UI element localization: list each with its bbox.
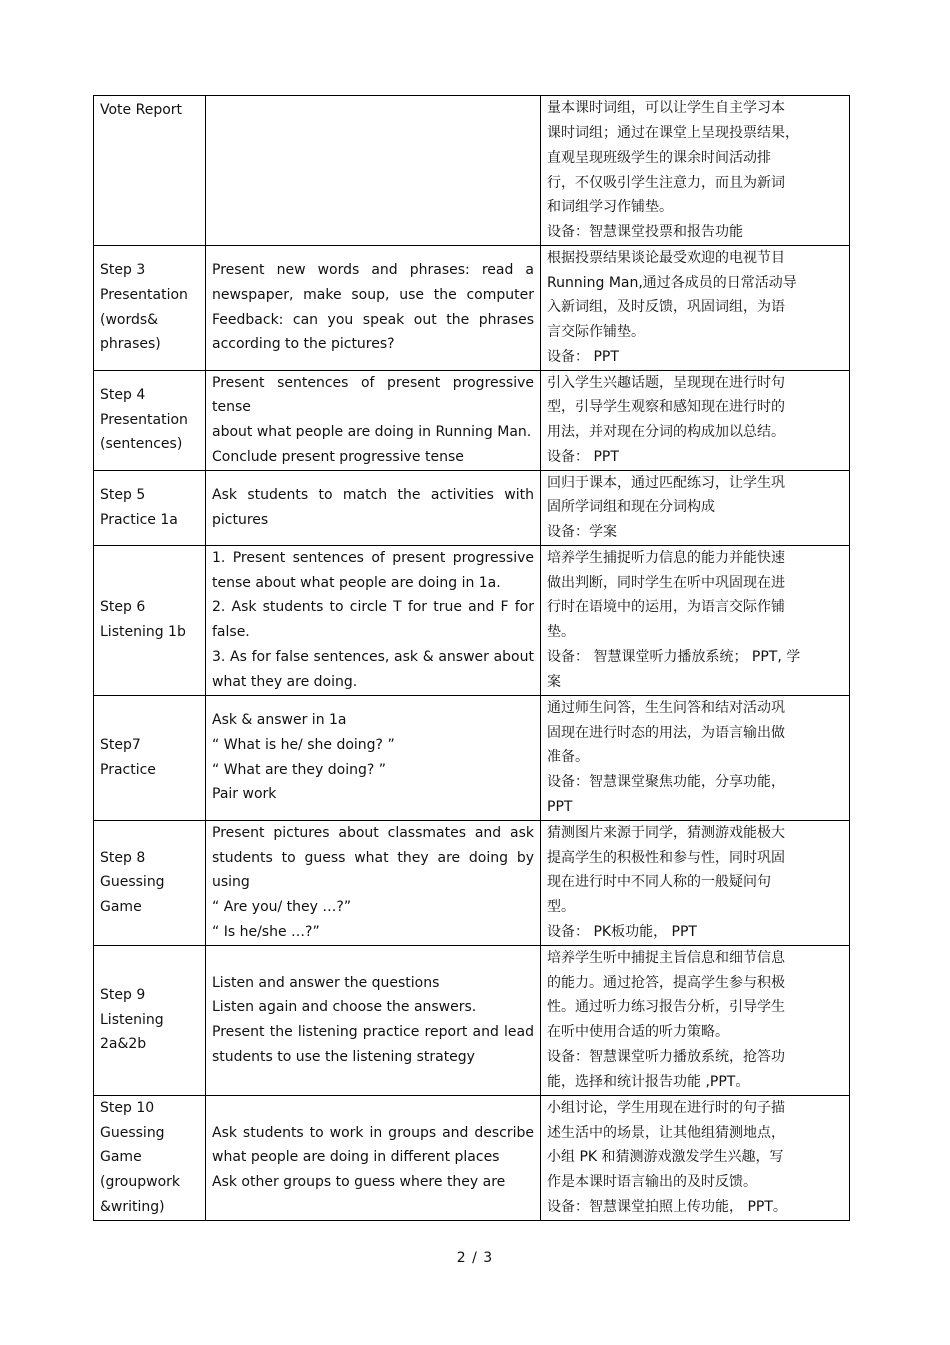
activity-line: Conclude present progressive tense <box>212 448 464 465</box>
step-cell <box>94 695 206 820</box>
activity-line: false. <box>212 624 250 641</box>
table-row <box>94 545 850 695</box>
purpose-line: 提高学生的积极性和参与性，同时巩固 <box>547 849 785 866</box>
purpose-line: 设备： PPT <box>547 348 619 365</box>
step-line: &writing) <box>100 1198 165 1215</box>
step-line: (words& <box>100 311 159 328</box>
activity-line: Ask students to work in groups and describe <box>212 1124 534 1141</box>
step-line: Game <box>100 1149 142 1166</box>
purpose-line: 行，不仅吸引学生注意力，而且为新词 <box>547 174 785 191</box>
activity-line: what they are doing. <box>212 673 358 690</box>
purpose-line: 回归于课本，通过匹配练习，让学生巩 <box>547 474 785 491</box>
purpose-line: 和词组学习作铺垫。 <box>547 199 673 216</box>
purpose-line: 型。 <box>547 898 575 915</box>
activity-line: Present pictures about classmates and ask <box>212 824 534 841</box>
step-line: phrases) <box>100 336 161 353</box>
purpose-line: 根据投票结果谈论最受欢迎的电视节目 <box>547 250 785 266</box>
purpose-line: 垫。 <box>547 624 575 641</box>
purpose-line: 固现在进行时态的用法，为语言输出做 <box>547 724 785 741</box>
activity-cell <box>206 470 541 545</box>
activity-line: what people are doing in different places <box>212 1149 500 1166</box>
purpose-line: 设备：智慧课堂投票和报告功能 <box>547 223 743 240</box>
purpose-line: 设备：学案 <box>547 523 617 540</box>
purpose-line: 猜测图片来源于同学，猜测游戏能极大 <box>547 824 785 841</box>
step-line: Step 10 <box>100 1099 155 1116</box>
step-line: Listening <box>100 1011 164 1028</box>
activity-cell <box>206 820 541 945</box>
purpose-cell <box>541 96 850 246</box>
purpose-line: 作是本课时语言输出的及时反馈。 <box>547 1173 757 1190</box>
activity-line: Ask students to match the activities with <box>212 486 534 503</box>
activity-cell <box>206 370 541 470</box>
step-cell <box>94 96 206 246</box>
lesson-plan-table <box>93 95 850 1221</box>
step-line: Step 5 <box>100 486 146 503</box>
step-line: Step 4 <box>100 386 146 403</box>
activity-line: students to guess what they are doing by using <box>212 849 534 891</box>
activity-line: tense about what people are doing in 1a. <box>212 574 501 591</box>
purpose-line: 做出判断，同时学生在听中巩固现在进 <box>547 574 785 591</box>
step-line: Guessing <box>100 874 165 891</box>
purpose-line: 准备。 <box>547 749 589 766</box>
activity-line: Listen again and choose the answers. <box>212 999 477 1016</box>
purpose-line: 言交际作铺垫。 <box>547 324 645 341</box>
purpose-cell <box>541 470 850 545</box>
purpose-line: 引入学生兴趣话题，呈现现在进行时句 <box>547 374 785 391</box>
purpose-line: 设备： 智慧课堂听力播放系统； PPT, 学 <box>547 648 801 665</box>
step-line: Step 6 <box>100 599 146 616</box>
purpose-line: 用法，并对现在分词的构成加以总结。 <box>547 424 785 441</box>
step-cell <box>94 1095 206 1220</box>
step-cell <box>94 246 206 371</box>
activity-line: according to the pictures? <box>212 336 395 353</box>
activity-line: 2. Ask students to circle T for true and F for <box>212 599 534 616</box>
step-cell <box>94 545 206 695</box>
step-line: Game <box>100 898 142 915</box>
purpose-cell <box>541 695 850 820</box>
activity-cell <box>206 1095 541 1220</box>
activity-line: “ What are they doing? ” <box>212 761 386 778</box>
purpose-line: 行时在语境中的运用，为语言交际作铺 <box>547 599 785 616</box>
activity-cell <box>206 545 541 695</box>
step-line: Practice 1a <box>100 511 178 528</box>
purpose-cell <box>541 370 850 470</box>
activity-line: 1. Present sentences of present progressive <box>212 550 534 567</box>
table-row <box>94 945 850 1095</box>
purpose-line: 能，选择和统计报告功能 ,PPT。 <box>547 1073 750 1090</box>
purpose-line: 小组讨论，学生用现在进行时的句子描 <box>547 1099 785 1116</box>
purpose-line: 设备： PK板功能， PPT <box>547 923 697 940</box>
table-row <box>94 695 850 820</box>
purpose-line: 入新词组，及时反馈，巩固词组，为语 <box>547 299 785 316</box>
activity-line: 3. As for false sentences, ask & answer about <box>212 648 534 665</box>
activity-cell <box>206 695 541 820</box>
purpose-line: 在听中使用合适的听力策略。 <box>547 1024 729 1041</box>
purpose-line: 型，引导学生观察和感知现在进行时的 <box>547 399 785 416</box>
step-cell <box>94 470 206 545</box>
purpose-line: 设备：智慧课堂听力播放系统，抢答功 <box>547 1048 785 1065</box>
purpose-line: 直观呈现班级学生的课余时间活动排 <box>547 149 771 166</box>
activity-line: Ask & answer in 1a <box>212 712 347 729</box>
activity-cell <box>206 96 541 246</box>
table-row <box>94 820 850 945</box>
activity-line: about what people are doing in Running Man. <box>212 424 532 441</box>
step-line: Step 8 <box>100 849 146 866</box>
purpose-line: 设备：智慧课堂聚焦功能，分享功能， <box>547 773 785 790</box>
activity-line: Feedback: can you speak out the phrases <box>212 311 534 328</box>
activity-line: Present the listening practice report and lead <box>212 1024 534 1041</box>
purpose-line: 述生活中的场景，让其他组猜测地点， <box>547 1124 785 1141</box>
purpose-line: 案 <box>547 673 561 690</box>
purpose-line: 培养学生听中捕捉主旨信息和细节信息 <box>547 950 785 967</box>
activity-line: Present sentences of present progressive tense <box>212 374 539 416</box>
step-cell <box>94 370 206 470</box>
activity-line: “ What is he/ she doing? ” <box>212 736 395 753</box>
purpose-line: PPT <box>547 798 573 815</box>
table-row <box>94 470 850 545</box>
table-row <box>94 1095 850 1220</box>
activity-line: Present new words and phrases: read a <box>212 262 534 279</box>
purpose-cell <box>541 820 850 945</box>
page-number: 2 / 3 <box>456 1250 494 1266</box>
purpose-line: 设备：智慧课堂拍照上传功能， PPT。 <box>547 1198 787 1215</box>
step-line: Vote Report <box>100 102 183 118</box>
step-line: Practice <box>100 761 156 778</box>
activity-line: Pair work <box>212 786 277 803</box>
step-line: 2a&2b <box>100 1036 147 1053</box>
step-line: (sentences) <box>100 436 183 453</box>
table-row <box>94 246 850 371</box>
step-line: Step7 <box>100 736 141 753</box>
activity-line: newspaper, make soup, use the computer <box>212 287 534 304</box>
activity-cell <box>206 246 541 371</box>
step-line: Step 9 <box>100 987 146 1004</box>
activity-line: pictures <box>212 511 269 528</box>
purpose-cell <box>541 945 850 1095</box>
purpose-cell <box>541 545 850 695</box>
step-line: Guessing <box>100 1124 165 1141</box>
step-cell <box>94 820 206 945</box>
step-line: Step 3 <box>100 262 146 279</box>
purpose-line: 培养学生捕捉听力信息的能力并能快速 <box>547 550 785 567</box>
purpose-line: 现在进行时中不同人称的一般疑问句 <box>547 874 771 891</box>
activity-line: students to use the listening strategy <box>212 1048 475 1065</box>
purpose-line: 固所学词组和现在分词构成 <box>547 499 715 516</box>
purpose-cell <box>541 1095 850 1220</box>
purpose-line: Running Man,通过各成员的日常活动导 <box>547 274 797 291</box>
purpose-line: 通过师生问答，生生问答和结对活动巩 <box>547 699 785 716</box>
purpose-line: 量本课时词组，可以让学生自主学习本 <box>547 100 785 117</box>
table-row <box>94 96 850 246</box>
purpose-line: 的能力。通过抢答，提高学生参与积极 <box>547 974 785 991</box>
activity-line: Listen and answer the questions <box>212 974 440 991</box>
purpose-line: 课时词组；通过在课堂上呈现投票结果， <box>547 125 799 142</box>
purpose-line: 小组 PK 和猜测游戏激发学生兴趣，写 <box>547 1149 784 1166</box>
table-row <box>94 370 850 470</box>
activity-line: Ask other groups to guess where they are <box>212 1173 506 1190</box>
step-line: (groupwork <box>100 1173 181 1190</box>
purpose-cell <box>541 246 850 371</box>
activity-line: “ Is he/she …?” <box>212 923 320 940</box>
step-cell <box>94 945 206 1095</box>
step-line: Presentation <box>100 411 188 428</box>
activity-line: “ Are you/ they …?” <box>212 898 352 915</box>
activity-cell <box>206 945 541 1095</box>
step-line: Presentation <box>100 287 188 304</box>
purpose-line: 性。通过听力练习报告分析，引导学生 <box>547 999 785 1016</box>
purpose-line: 设备： PPT <box>547 448 619 465</box>
step-line: Listening 1b <box>100 624 186 641</box>
